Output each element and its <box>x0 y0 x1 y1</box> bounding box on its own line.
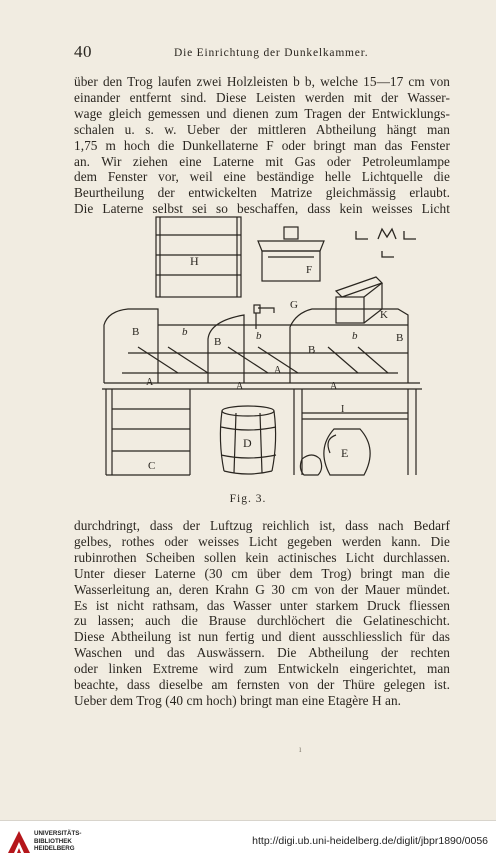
text-line: Diese Abtheilung ist nun fertig und dient ausschliesslich für das <box>74 629 450 645</box>
text-line: gelbes, rothes oder weisses Licht gegeben werden kann. Die <box>74 533 450 549</box>
library-logo-icon[interactable] <box>6 829 32 855</box>
label-a4: A <box>330 381 338 392</box>
text-line: an. Wir ziehen eine Laterne mit Gas oder Petroleumlampe <box>74 153 450 169</box>
label-b1: B <box>132 326 140 338</box>
label-a3: A <box>236 381 244 392</box>
label-a2: A <box>274 365 282 376</box>
text-line: durchdringt, dass der Luftzug reichlich ist, dass nach Bedarf <box>74 518 450 533</box>
label-g: G <box>290 299 298 311</box>
text-line: zu lassen; auch die Brause durchlöchert die Gelatineschicht. <box>74 613 450 629</box>
text-line: wage gleich gemessen und dienen zum Tragen der Entwicklungs- <box>74 105 450 121</box>
lantern <box>258 227 324 281</box>
text-line: Waschen und das Auswässern. Die Abtheilung der rechten <box>74 645 450 661</box>
page-number: 40 <box>74 42 92 61</box>
text-line: schalen u. s. w. Ueber der mittleren Abtheilung hängt man <box>74 121 450 137</box>
library-name-line: UNIVERSITÄTS- <box>34 830 82 837</box>
label-c: C <box>148 460 156 472</box>
label-f: F <box>306 264 313 276</box>
darkroom-illustration <box>98 213 428 483</box>
text-line: einander entfernt sind. Diese Leisten werden mit der Wasser- <box>74 89 450 105</box>
label-k: K <box>380 309 388 321</box>
text-line: Ueber dem Trog (40 cm hoch) bringt man eine Etagère H an. <box>74 692 402 708</box>
label-b3: B <box>214 336 222 348</box>
label-b5: B <box>308 344 316 356</box>
page-header <box>74 42 446 62</box>
label-i: I <box>341 404 345 415</box>
library-name-line: HEIDELBERG <box>34 845 75 852</box>
text-line: oder linken Extreme wird zum Entwickeln eingerichtet, man <box>74 661 450 677</box>
text-line: Die Laterne selbst sei so beschaffen, dass kein weisses Licht <box>74 201 450 217</box>
label-d: D <box>243 436 252 450</box>
label-b6: b <box>352 330 358 342</box>
library-name <box>34 830 81 853</box>
text-line: dem Fenster vor, weil eine beständige helle Lichtquelle die <box>74 169 450 185</box>
label-b2: b <box>182 326 188 338</box>
label-a1: A <box>146 377 154 388</box>
library-name-line: BIBLIOTHEK <box>34 837 72 845</box>
running-title: Die Einrichtung der Dunkelkammer. <box>174 47 369 59</box>
viewer-footer <box>0 820 496 862</box>
scale-marks <box>356 229 416 257</box>
small-pot <box>300 455 321 475</box>
paragraph-bottom <box>74 518 450 709</box>
text-line: rubinrothen Scheiben sollen kein actinisches Licht durchlassen. <box>74 549 450 565</box>
page-speck: ı <box>299 744 302 754</box>
label-b7: B <box>396 332 404 344</box>
paragraph-top <box>74 74 450 217</box>
label-b4: b <box>256 330 262 342</box>
box <box>336 277 382 323</box>
text-line: Unter dieser Laterne (30 cm über dem Trog) bringt man die <box>74 565 450 581</box>
text-line: Beurtheilung der entwickelten Matrize gleichmässig erlaubt. <box>74 185 450 201</box>
text-line: 1,75 m hoch die Dunkellaterne F oder bringt man das Fenster <box>74 137 450 153</box>
label-h: H <box>190 254 199 268</box>
text-line: beachte, dass dieselbe am fernsten von der Thüre gelegen ist. <box>74 677 450 693</box>
text-line: Es ist nicht rathsam, das Wasser unter starkem Druck fliessen <box>74 597 450 613</box>
text-line: Wasserleitung an, deren Krahn G 30 cm von der Mauer mündet. <box>74 581 450 597</box>
label-e: E <box>341 446 349 460</box>
text-line: über den Trog laufen zwei Holzleisten b b, welche 15—17 cm von <box>74 74 450 89</box>
figure-caption: Fig. 3. <box>229 493 267 505</box>
permalink-url[interactable]: http://digi.ub.uni-heidelberg.de/diglit/jbpr1890/0056 <box>252 835 488 847</box>
